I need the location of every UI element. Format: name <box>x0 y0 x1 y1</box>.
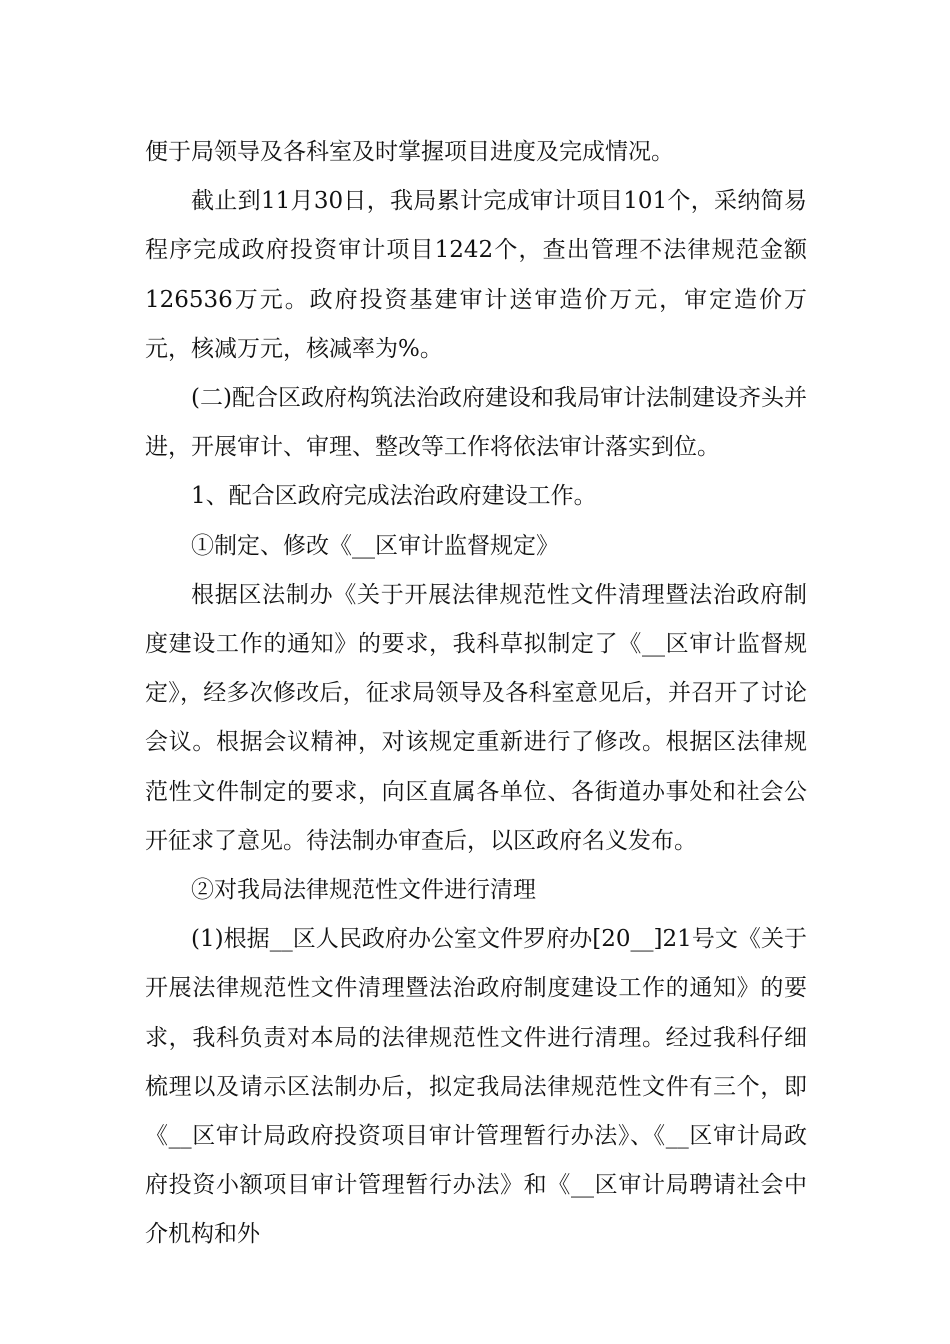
paragraph-8: (1)根据__区人民政府办公室文件罗府办[20__]21号文《关于开展法律规范性文件清理暨法治政府制度建设工作的通知》的要求，我科负责对本局的法律规范性文件进行清理。经过我科仔细梳理以及请示区法制办后，拟定我局法律规范性文件有三个，即《__区审计局政府投资项目审计管理暂行办法》、《__区审计局政府投资小额项目审计管理暂行办法》和《__区审计局聘请社会中介机构和外 <box>145 926 807 1248</box>
paragraph-2: 截止到11月30日，我局累计完成审计项目101个，采纳简易程序完成政府投资审计项目1242个，查出管理不法律规范金额126536万元。政府投资基建审计送审造价万元，审定造价万元，核减万元，核减率为%。 <box>145 188 807 362</box>
paragraph-4: 1、配合区政府完成法治政府建设工作。 <box>191 483 597 510</box>
paragraph-3: (二)配合区政府构筑法治政府建设和我局审计法制建设齐头并进，开展审计、审理、整改等工作将依法审计落实到位。 <box>145 385 807 461</box>
paragraph-6: 根据区法制办《关于开展法律规范性文件清理暨法治政府制度建设工作的通知》的要求，我科草拟制定了《__区审计监督规定》，经多次修改后，征求局领导及各科室意见后，并召开了讨论会议。根据会议精神，对该规定重新进行了修改。根据区法律规范性文件制定的要求，向区直属各单位、各街道办事处和社会公开征求了意见。待法制办审查后，以区政府名义发布。 <box>145 581 807 854</box>
paragraph-5: ①制定、修改《__区审计监督规定》 <box>191 532 559 559</box>
paragraph-1: 便于局领导及各科室及时掌握项目进度及完成情况。 <box>145 139 674 165</box>
paragraph-7: ②对我局法律规范性文件进行清理 <box>191 877 536 904</box>
document-body <box>145 128 807 1260</box>
